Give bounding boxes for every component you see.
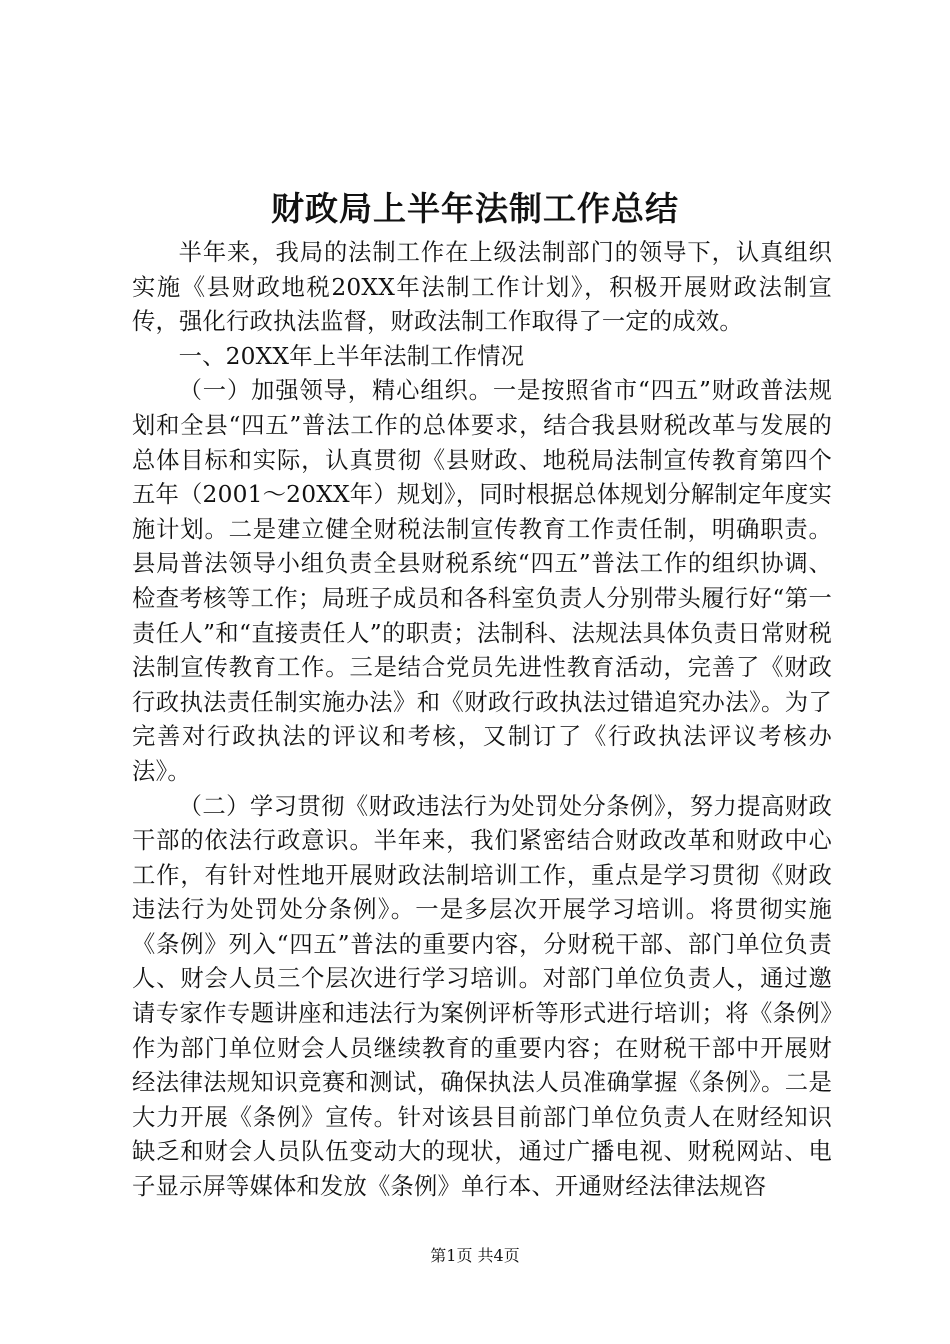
paragraph-intro: 半年来，我局的法制工作在上级法制部门的领导下，认真组织实施《县财政地税20XX年法制工作计划》，积极开展财政法制宣传，强化行政执法监督，财政法制工作取得了一定的成效。	[132, 239, 832, 336]
page-number-footer: 第1页 共4页	[430, 1246, 520, 1265]
paragraph-section-2: （二）学习贯彻《财政违法行为处罚处分条例》，努力提高财政干部的依法行政意识。半年来，我们紧密结合财政改革和财政中心工作，有针对性地开展财政法制培训工作，重点是学习贯彻《财政违法行为处罚处分条例》。一是多层次开展学习培训。将贯彻实施《条例》列入“四五”普法的重要内容，分财税干部、部门单位负责人、财会人员三个层次进行学习培训。对部门单位负责人，通过邀请专家作专题讲座和违法行为案例评析等形式进行培训；将《条例》作为部门单位财会人员继续教育的重要内容；在财税干部中开展财经法律法规知识竞赛和测试，确保执法人员准确掌握《条例》。二是大力开展《条例》宣传。针对该县目前部门单位负责人在财经知识缺乏和财会人员队伍变动大的现状，通过广播电视、财税网站、电子显示屏等媒体和发放《条例》单行本、开通财经法律法规咨	[132, 792, 832, 1201]
document-title: 财政局上半年法制工作总结	[271, 189, 679, 228]
section-heading: 一、20XX年上半年法制工作情况	[178, 342, 525, 370]
document-body	[132, 236, 832, 1205]
paragraph-section-1: （一）加强领导，精心组织。一是按照省市“四五”财政普法规划和全县“四五”普法工作的总体要求，结合我县财税改革与发展的总体目标和实际，认真贯彻《县财政、地税局法制宣传教育第四个五年（2001～20XX年）规划》，同时根据总体规划分解制定年度实施计划。二是建立健全财税法制宣传教育工作责任制，明确职责。县局普法领导小组负责全县财税系统“四五”普法工作的组织协调、检查考核等工作；局班子成员和各科室负责人分别带头履行好“第一责任人”和“直接责任人”的职责；法制科、法规法具体负责日常财税法制宣传教育工作。三是结合党员先进性教育活动，完善了《财政行政执法责任制实施办法》和《财政行政执法过错追究办法》。为了完善对行政执法的评议和考核，又制订了《行政执法评议考核办法》。	[132, 377, 832, 785]
